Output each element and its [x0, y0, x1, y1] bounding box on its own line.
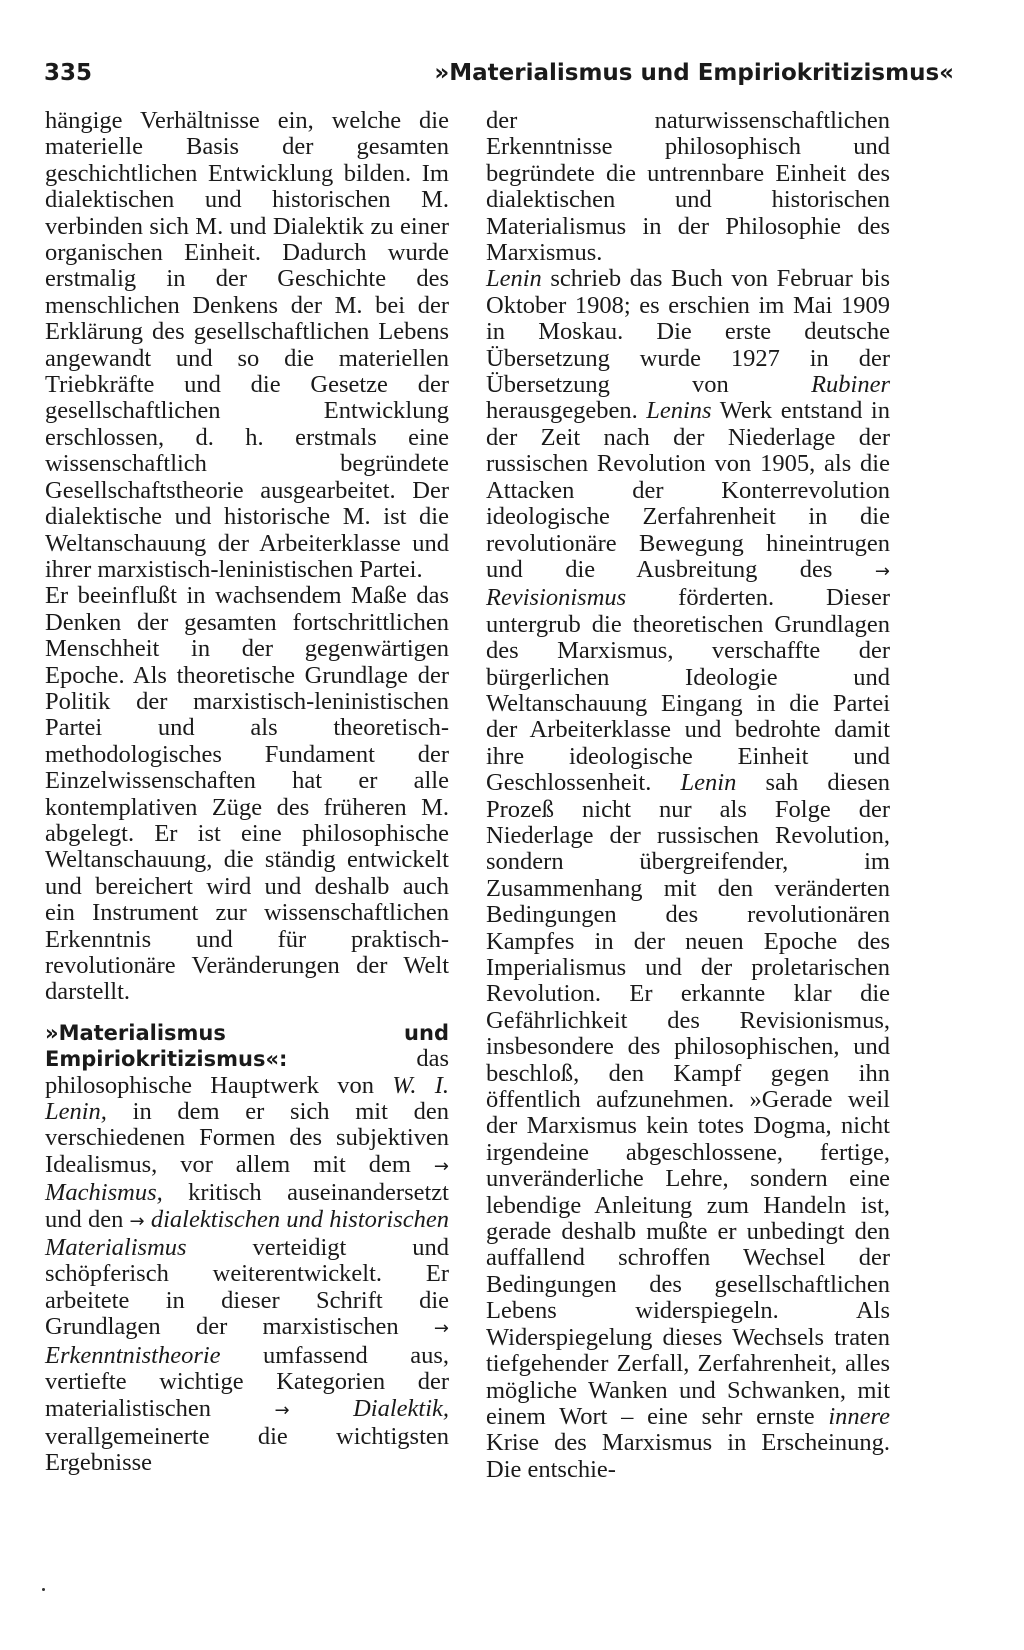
print-speck [42, 1588, 45, 1591]
cross-reference: dialektischen und historischen Materialismus [45, 1205, 450, 1262]
entry-text: verteidigt und schöpferisch weiterentwickelt. Er arbeitete in dieser Schrift die Grundlagen der marxistischen [45, 1234, 449, 1341]
cross-reference: Revisionismus [486, 584, 627, 612]
cross-reference-arrow: → [433, 1155, 449, 1177]
cross-reference-arrow: → [274, 1399, 290, 1421]
cross-reference: Machismus, [45, 1179, 163, 1207]
author-ref: Lenin [486, 265, 542, 293]
cross-reference-arrow: → [874, 560, 890, 582]
entry-text: verallgemeinerte die wichtigsten Ergebnisse [45, 1422, 449, 1477]
left-column [45, 108, 449, 1477]
paragraph: hängige Verhältnisse ein, welche die materielle Basis der gesamten geschichtlichen Entwicklung bilden. Im dialektischen und historischen M. verbinden sich M. und Dialektik zu einer organischen Einheit. Dadurch wurde erstmalig in der Geschichte des menschlichen Denkens der M. bei der Erklärung des gesellschaftlichen Lebens angewandt und so die materiellen Triebkräfte und die Gesetze der gesellschaftlichen Entwicklung erschlossen, d. h. erstmals eine wissenschaftlich begründete Gesellschaftstheorie ausgearbeitet. Der dialektische und historische M. ist die Weltanschauung der Arbeiterklasse und ihrer marxistisch-leninistischen Partei. [45, 107, 449, 583]
entry-text: in dem er sich mit den verschiedenen Formen des subjektiven Idealismus, vor allem mit dem [45, 1098, 449, 1178]
entry-author-ref: W. I. Lenin, [45, 1071, 449, 1126]
paragraph: Er beeinflußt in wachsendem Maße das Denken der gesamten fortschrittlichen Menschheit in der gegenwärtigen Epoche. Als theoretische Grundlage der Politik der marxistisch-leninistischen Partei und als theoretisch-methodologisches Fundament der Einzelwissenschaften hat er alle kontemplativen Züge des früheren M. abgelegt. Er ist eine philosophische Weltanschauung, die ständig entwickelt und bereichert wird und deshalb auch ein Instrument zur wissenschaftlichen Erkenntnis und für praktisch-revolutionäre Veränderungen der Welt darstellt. [45, 582, 449, 1006]
paragraph-text: Werk entstand in der Zeit nach der Niederlage der russischen Revolution von 1905, als die Attacken der Konterrevolution ideologische Zerfahrenheit in die revolutionäre Bewegung hineintrugen und die Ausbreitung des [486, 397, 890, 583]
paragraph-text: sah diesen Prozeß nicht nur als Folge der Niederlage der russischen Revolution, sondern übergreifender, im Zusammenhang mit den veränderten Bedingungen des revolutionären Kampfes in der neuen Epoche des Imperialismus und der proletarischen Revolution. Er erkannte klar die Gefährlichkeit des Revisionismus, insbesondere des philosophischen, und beschloß, den Kampf gegen ihn öffentlich aufzunehmen. »Gerade weil der Marxismus kein totes Dogma, nicht irgendeine abgeschlossene, fertige, unveränderliche Lehre, sondern eine lebendige Anleitung zum Handeln ist, gerade deshalb mußte er unbedingt den auffallend schroffen Wechsel der Bedingungen des gesellschaftlichen Lebens widerspiegeln. Als Widerspiegelung dieses Wechsels traten tiefgehender Zerfall, Zerfahrenheit, alles mögliche Wanken und Schwanken, mit einem Wort – eine sehr ernste [486, 769, 891, 1430]
paragraph [486, 266, 890, 1483]
paragraph-text: herausgegeben. [486, 397, 647, 425]
emphasis: innere [828, 1402, 890, 1430]
page-header [44, 56, 954, 90]
entry-headword: »Materialismus und Empiriokritizismus«: [45, 1020, 449, 1072]
author-ref: Lenins [646, 397, 712, 425]
cross-reference: Erkenntnistheorie [45, 1341, 221, 1369]
entry-text: kritisch auseinandersetzt und den [45, 1179, 449, 1233]
author-ref: Lenin [680, 769, 737, 797]
running-head: »Materialismus und Empiriokritizismus« [434, 60, 954, 86]
entry-text: umfassend aus, vertiefte wichtige Kategorien der materialistischen [45, 1341, 449, 1422]
paragraph-text: Krise des Marxismus in Erscheinung. Die entschie- [486, 1429, 890, 1483]
author-ref: Rubiner [811, 371, 890, 399]
entry-text: das philosophische Hauptwerk von [45, 1045, 449, 1099]
paragraph: der naturwissenschaftlichen Erkenntnisse philosophisch und begründete die untrennbare Einheit des dialektischen und historischen Materialismus in der Philosophie des Marxismus. [486, 107, 890, 267]
dictionary-entry [45, 1020, 449, 1477]
paragraph-text: schrieb das Buch von Februar bis Oktober 1908; es erschien im Mai 1909 in Moskau. Die erste deutsche Übersetzung wurde 1927 in der Übersetzung von [486, 265, 890, 399]
right-column [486, 108, 890, 1483]
page-number: 335 [44, 60, 93, 86]
paragraph-text: förderten. Dieser untergrub die theoretischen Grundlagen des Marxismus, verschaffte der bürgerlichen Ideologie und Weltanschauung Eingang in die Partei der Arbeiterklasse und bedrohte damit ihre ideologische Einheit und Geschlossenheit. [486, 584, 890, 797]
cross-reference-arrow: → [433, 1318, 449, 1340]
cross-reference: Dialektik, [353, 1394, 450, 1422]
cross-reference-arrow: → [129, 1210, 145, 1232]
